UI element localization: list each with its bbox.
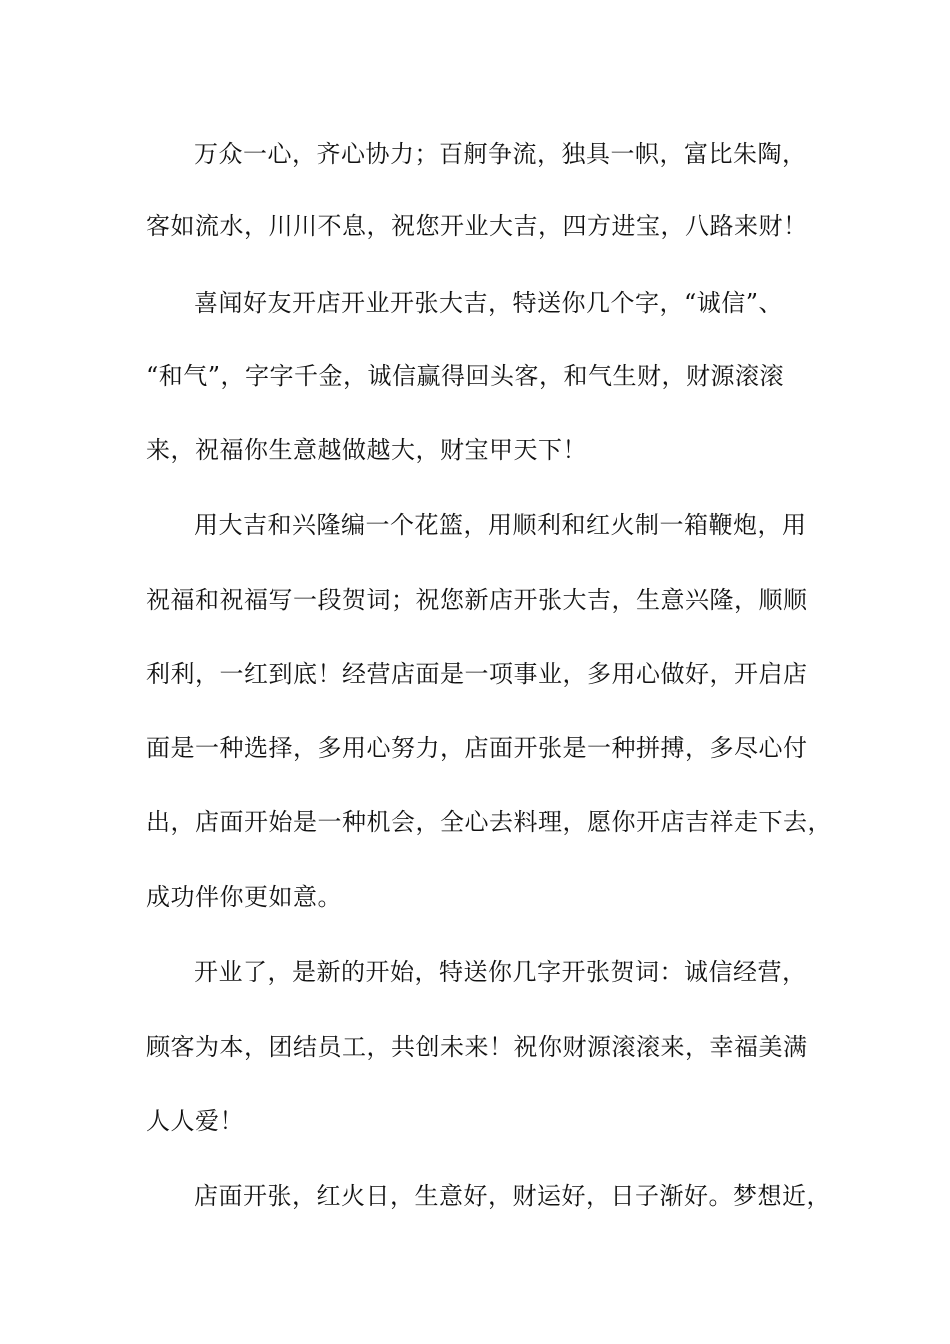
paragraph-3-line-5: 出，店面开始是一种机会，全心去料理，愿你开店吉祥走下去， — [146, 808, 832, 836]
paragraph-3-line-1: 用大吉和兴隆编一个花篮，用顺利和红火制一箱鞭炮，用 — [194, 511, 807, 539]
paragraph-3-line-2: 祝福和祝福写一段贺词；祝您新店开张大吉，生意兴隆，顺顺 — [146, 586, 808, 614]
paragraph-3-line-3: 利利，一红到底！经营店面是一项事业，多用心做好，开启店 — [146, 660, 808, 688]
paragraph-2-line-1: 喜闻好友开店开业开张大吉，特送你几个字，“诚信”、 — [194, 289, 784, 317]
paragraph-2-line-3: 来，祝福你生意越做越大，财宝甲天下！ — [146, 436, 587, 464]
paragraph-4-line-1: 开业了，是新的开始，特送你几字开张贺词：诚信经营， — [194, 958, 807, 986]
paragraph-3-line-4: 面是一种选择，多用心努力，店面开张是一种拼搏，多尽心付 — [146, 734, 808, 762]
paragraph-1-line-1: 万众一心，齐心协力；百舸争流，独具一帜，富比朱陶， — [194, 140, 807, 168]
paragraph-5-line-1: 店面开张，红火日，生意好，财运好，日子渐好。梦想近， — [194, 1182, 831, 1210]
paragraph-3-line-6: 成功伴你更如意。 — [146, 883, 342, 911]
paragraph-4-line-2: 顾客为本，团结员工，共创未来！祝你财源滚滚来，幸福美满 — [146, 1033, 808, 1061]
paragraph-4-line-3: 人人爱！ — [146, 1107, 244, 1135]
paragraph-2-line-2: “和气”，字字千金，诚信赢得回头客，和气生财，财源滚滚 — [146, 362, 785, 390]
paragraph-1-line-2: 客如流水，川川不息，祝您开业大吉，四方进宝，八路来财！ — [146, 212, 808, 240]
